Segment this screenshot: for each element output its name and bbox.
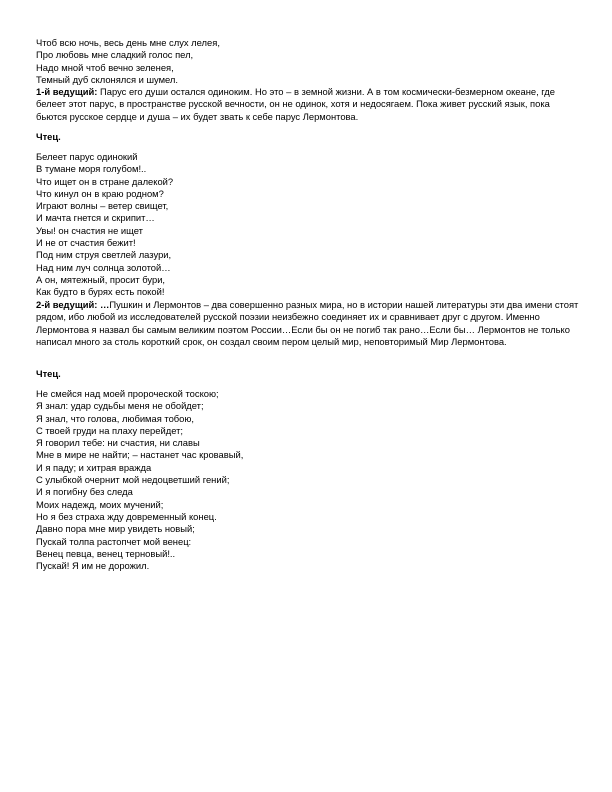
verse-line: Но я без страха жду довременный конец. — [36, 510, 217, 522]
verse-line: И я погибну без следа — [36, 486, 133, 498]
verse-line: Что кинул он в краю родном? — [36, 187, 164, 199]
verse-line: Под ним струя светлей лазури, — [36, 249, 172, 261]
host1-speech: Парус его души остался одиноким. Но это – в земной жизни. А в том космически-безмерном океане, где белеет этот парус, в пространстве русской вечности, он не одинок, хотя и недосягаем. Пока живет русский язык, пока бьются русское сердце и душа – их будет звать к себе парус Лермонтова. — [36, 86, 555, 122]
verse-line: Пускай! Я им не дорожил. — [36, 560, 150, 572]
verse-line: Что ищет он в стране далекой? — [36, 175, 174, 187]
verse-line: Венец певца, венец терновый!.. — [36, 547, 176, 559]
host1-speaker: 1-й ведущий: — [36, 86, 98, 97]
verse-line: А он, мятежный, просит бури, — [36, 273, 166, 285]
host2-paragraph — [36, 299, 582, 348]
verse-line: Темный дуб склонялся и шумел. — [36, 73, 178, 85]
verse-line: Играют волны – ветер свищет, — [36, 200, 169, 212]
host2-text — [36, 299, 582, 348]
verse-line: Про любовь мне сладкий голос пел, — [36, 49, 194, 61]
verse-line: С улыбкой очернит мой недоцветший гений; — [36, 474, 230, 486]
reader1-poem — [36, 151, 584, 299]
verse-line: В тумане моря голубом!.. — [36, 163, 147, 175]
verse-line: Как будто в бурях есть покой! — [36, 286, 165, 298]
reader2-heading-block — [36, 368, 584, 380]
verse-line: Не смейся над моей пророческой тоскою; — [36, 388, 219, 399]
verse-line: Надо мной чтоб вечно зеленея, — [36, 61, 174, 73]
verse-line: Мне в мире не найти; – настанет час кровавый, — [36, 449, 244, 461]
host1-text — [36, 86, 576, 123]
reader1-heading-block — [36, 131, 584, 143]
verse-line: Я говорил тебе: ни счастия, ни славы — [36, 437, 200, 449]
verse-line: Моих надежд, моих мучений; — [36, 498, 164, 510]
verse-line: Чтоб всю ночь, весь день мне слух лелея, — [36, 37, 220, 48]
verse-line: И мачта гнется и скрипит… — [36, 212, 155, 224]
verse-line: Я знал, что голова, любимая тобою, — [36, 412, 195, 424]
intro-stanza — [36, 37, 584, 86]
verse-line: И не от счастия бежит! — [36, 237, 136, 249]
verse-line: Пускай толпа растопчет мой венец: — [36, 535, 192, 547]
host2-speaker: 2-й ведущий: … — [36, 299, 110, 310]
verse-line: Давно пора мне мир увидеть новый; — [36, 523, 195, 535]
verse-line: И я паду; и хитрая вражда — [36, 461, 152, 473]
verse-line: Я знал: удар судьбы меня не обойдет; — [36, 400, 204, 412]
verse-line: С твоей груди на плаху перейдет; — [36, 424, 183, 436]
reader2-heading: Чтец. — [36, 368, 61, 379]
verse-line: Увы! он счастия не ищет — [36, 224, 143, 236]
reader2-poem — [36, 388, 584, 572]
host2-speech: Пушкин и Лермонтов – два совершенно разных мира, но в истории нашей литературы эти два имени стоят рядом, ибо любой из исследователей русской поэзии неизбежно соединяет их и сравнивает друг с другом. Именно Лермонтова я назвал бы самым великим поэтом России…Если бы он не погиб так рано…Если бы… Лермонтов не только написал много за столь короткий срок, он создал своим пером целый мир, неповторимый Мир Лермонтова. — [36, 299, 579, 347]
verse-line: Белеет парус одинокий — [36, 151, 138, 162]
reader1-heading: Чтец. — [36, 131, 61, 142]
host1-paragraph — [36, 86, 576, 123]
verse-line: Над ним луч солнца золотой… — [36, 261, 171, 273]
